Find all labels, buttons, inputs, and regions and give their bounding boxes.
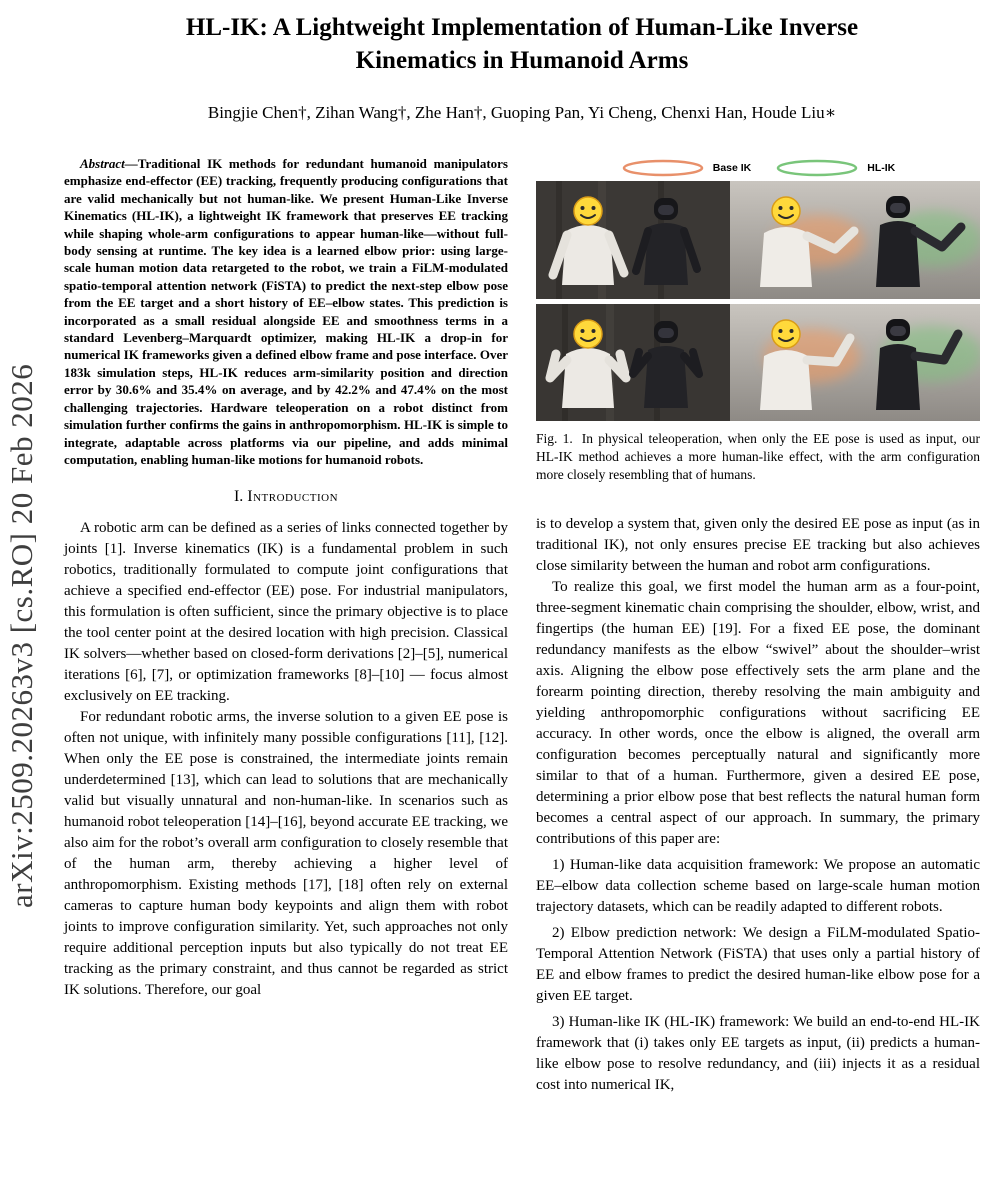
figure1-image [536,181,980,421]
figure-caption-text: In physical teleoperation, when only the EE pose is used as input, our HL-IK method achieves a more human-like effect, with the arm configuration more closely resembling that of humans. [536,431,980,482]
abstract-text: Traditional IK methods for redundant humanoid manipulators emphasize end-effector (EE) tracking, frequently producing configurations that are valid mechanically but not human-like. We present Human-Like Inverse Kinematics (HL-IK), a lightweight IK framework that preserves EE tracking while shaping whole-arm configurations to appear human-like—without full-body sensing at runtime. The key idea is a learned elbow prior: using large-scale human motion data retargeted to the robot, we train a FiLM-modulated spatio-temporal attention network (FiSTA) to predict the next-step elbow pose from the EE target and a short history of EE–elbow states. This prediction is incorporated as a small residual alongside EE and smoothness terms in a standard Levenberg–Marquardt optimizer, making HL-IK a drop-in for numerical IK frameworks given a defined elbow frame and pose interface. Over 183k simulation steps, HL-IK reduces arm-similarity position and direction error by 30.6% and 35.4% on average, and by 42.2% and 47.4% on the most challenging trajectories. Hardware teleoperation on a robot distinct from simulation further confirms the gains in anthropomorphism. HL-IK is simple to integrate, adaptable across platforms via our pipeline, and adds minimal computation, enabling human-like motions for humanoid robots. [64,156,508,467]
right-paragraph-goal: To realize this goal, we first model the human arm as a four-point, three-segment kinematic chain comprising the shoulder, elbow, wrist, and fingertips (the human EE) [19]. For a fixed EE pose, the dominant redundancy manifests as the elbow “swivel” about the shoulder–wrist axis. Aligning the elbow pose effectively sets the arm plane and the forearm pointing direction, thereby resolving the main ambiguity and yielding anthropomorphic configurations without sacrificing EE accuracy. In other words, once the elbow is aligned, the overall arm configuration becomes perceptually natural and significantly more similar to that of a human. Furthermore, given a desired EE pose, determining a prior elbow pose that best reflects the natural human form becomes a central aspect of our approach. In summary, the primary contributions of this paper are: [536,579,980,847]
figure-row-2 [536,304,980,421]
figure-caption-label: Fig. 1. [536,431,573,446]
section-title: Introduction [247,488,339,506]
paper-title-line1: HL-IK: A Lightweight Implementation of Human-Like Inverse [185,14,859,41]
authors-line: Bingjie Chen†, Zihan Wang†, Zhe Han†, Guoping Pan, Yi Cheng, Chenxi Han, Houde Liu∗ [207,103,837,122]
contribution-1: 1) Human-like data acquisition framework: We propose an automatic EE–elbow data collection scheme based on large-scale human motion trajectory datasets, which can be readily adapted to different robots. [536,857,980,915]
paper-title-line2: Kinematics in Humanoid Arms [355,47,689,74]
figure-row-1 [536,181,980,299]
two-column-body [64,155,980,1096]
legend-item-base-ik [621,159,752,177]
paper-title [64,0,980,77]
legend-label-base-ik: Base IK [712,162,752,174]
abstract-label: Abstract— [80,156,138,171]
intro-paragraph-2: For redundant robotic arms, the inverse solution to a given EE pose is often not unique, with infinitely many possible configurations [11], [12]. When only the EE pose is constrained, the intermediate joints remain underdetermined [13], which can lead to solutions that are mechanically valid but visually unnatural and non-human-like. In scenarios such as humanoid robot teleoperation [14]–[16], beyond accurate EE tracking, we also aim for the robot’s overall arm configuration to closely resemble that of the human arm, thereby achieving a higher level of anthropomorphism. Existing methods [17], [18] often rely on external cameras to capture human body keypoints and align them with robot joints to improve configuration similarity. Yet, such approaches not only require additional perception inputs but also typically do not treat EE tracking as the primary constraint, and thus cannot be regarded as strict IK solutions. Therefore, our goal [64,709,509,999]
contribution-2: 2) Elbow prediction network: We design a FiLM-modulated Spatio-Temporal Attention Network (FiSTA) that uses only a partial history of EE and elbow frames to predict the desired human-like elbow pose for a given EE target. [536,925,980,1004]
right-paragraph-continuation: is to develop a system that, given only the desired EE pose as input (as in traditional IK), not only ensures precise EE tracking but also achieves close similarity between the human and robot arm configurations. [536,516,980,574]
paper-content [64,0,980,1096]
figure-1 [536,155,980,484]
intro-paragraph-1: A robotic arm can be defined as a series of links connected together by joints [1]. Inverse kinematics (IK) is a fundamental problem in such robotics, traditionally formulated to compute joint configurations that achieve a specified end-effector (EE) pose. For industrial manipulators, this formulation is often sufficient, since the primary objective is to place the tool center point at the desired location with high precision. Classical IK solvers—whether based on closed-form derivations [2]–[5], numerical iterations [6], [7], or optimization frameworks [8]–[10] — focus almost exclusively on EE tracking. [64,520,508,705]
section-heading-introduction [64,488,508,506]
base-ik-ellipse-icon [621,159,705,177]
right-column [536,155,980,1096]
section-number: I. [233,488,244,506]
hl-ik-ellipse-icon [775,159,859,177]
abstract-paragraph [64,155,508,468]
figure-legend [536,155,980,181]
contribution-3: 3) Human-like IK (HL-IK) framework: We build an end-to-end HL-IK framework that (i) takes only EE targets as input, (ii) predicts a human-like elbow pose to resolve redundancy, and (iii) injects it as a residual cost into numerical IK, [536,1014,980,1093]
arxiv-sidebar-label: arXiv:2509.20263v3 [cs.RO] 20 Feb 2026 [4,363,39,908]
figure-caption [536,430,980,484]
legend-label-hl-ik: HL-IK [867,162,896,174]
left-column [64,155,508,1096]
legend-item-hl-ik [775,159,895,177]
